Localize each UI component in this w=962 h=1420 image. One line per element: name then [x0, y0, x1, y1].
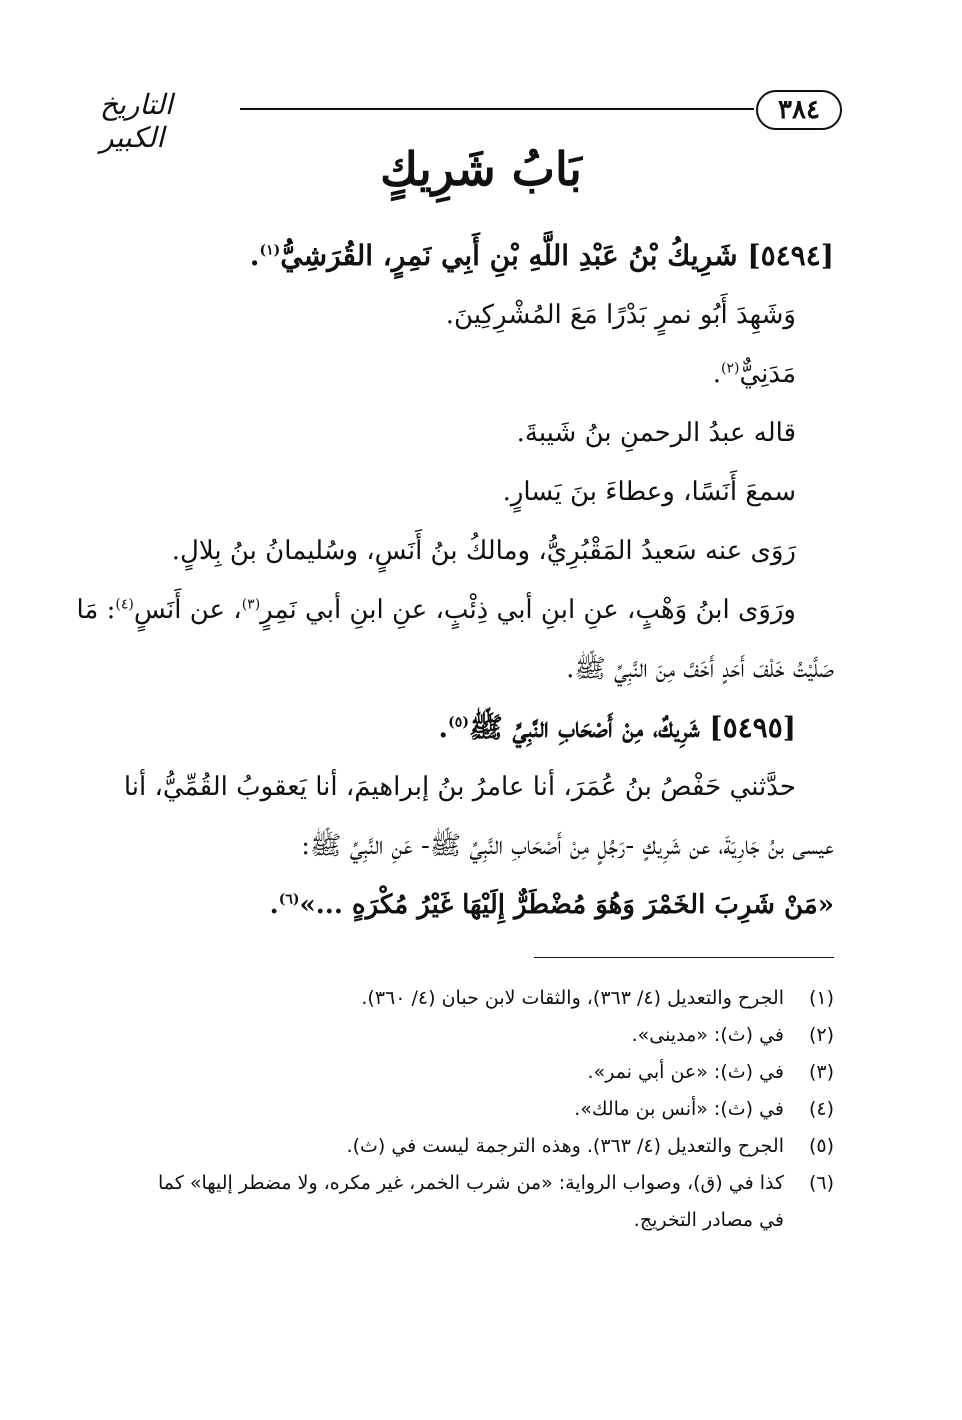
running-header [100, 88, 842, 154]
footnote-text: في (ث): «أنس بن مالك». [574, 1098, 784, 1120]
footnote-text: الجرح والتعديل (٤/ ٣٦٣)، والثقات لابن حبان (٤/ ٣٦٠). [361, 987, 784, 1009]
footnote-number: (٥) [808, 1135, 834, 1157]
text-line: سمعَ أَنَسًا، وعطاءَ بنَ يَسارٍ. [502, 477, 796, 507]
footnote-number: (١) [808, 987, 834, 1009]
footnote [128, 1128, 834, 1165]
footnote [128, 980, 834, 1017]
hadith-text: «مَنْ شَرِبَ الخَمْرَ وَهُوَ مُضْطَرٌّ إِلَيْهَا غَيْرُ مُكْرَهٍ ...»$^{(٦)}$. [269, 890, 834, 920]
footnote-text: في (ث): «عن أبي نمر». [587, 1061, 784, 1083]
footnote-number: (٦) [808, 1172, 834, 1194]
text-line: حدَّثني حَفْصُ بنُ عُمَرَ، أنا عامرُ بنُ إبراهيمَ، أنا يَعقوبُ القُمِّيُّ، أنا [123, 772, 796, 802]
book-title: التاريخ الكبير [100, 88, 173, 154]
text-line: مَدَنِيٌّ$^{(٢)}$. [712, 359, 796, 389]
main-text [76, 228, 834, 936]
footnote-separator [534, 957, 834, 958]
footnote-number: (٢) [808, 1024, 834, 1046]
chapter-title: بَابُ شَرِيكٍ [380, 142, 582, 196]
footnote [128, 1165, 834, 1239]
entry-heading: [٥٤٩٥] شَرِيكٌ، مِنْ أَصْحَابِ النَّبِيِّ ﷺ$^{(٥)}$. [438, 711, 796, 744]
header-rule [240, 108, 754, 110]
footnote-ref: (٦) [278, 891, 300, 908]
footnote-ref: (١) [259, 242, 281, 259]
text-line: وَشَهِدَ أَبُو نمرٍ بَدْرًا مَعَ المُشْرِكِينَ. [445, 300, 796, 330]
footnote [128, 1054, 834, 1091]
text-line: قاله عبدُ الرحمنِ بنُ شَيبةَ. [516, 418, 796, 448]
footnote-ref: (٣) [241, 596, 261, 613]
footnote [128, 1091, 834, 1128]
footnote-ref: (٢) [721, 360, 740, 377]
footnote-text: الجرح والتعديل (٤/ ٣٦٣). وهذه الترجمة ليست في (ث). [346, 1135, 784, 1157]
text-line: ورَوَى ابنُ وَهْبٍ، عنِ ابنِ أبي ذِئْبٍ، عنِ ابنِ أبي نَمِرٍ$^{(٣)}$، عن أَنَسٍ$^{(٤)}$: مَا [76, 595, 796, 625]
text-line: صَلَّيْتُ خَلْفَ أَحَدٍ أَخَفَّ مِنَ النَّبِيِّ ﷺ. [566, 654, 834, 684]
text-line: رَوَى عنه سَعيدُ المَقْبُرِيُّ، ومالكُ بنُ أَنَسٍ، وسُليمانُ بنُ بِلالٍ. [171, 536, 796, 566]
footnote-ref: (٥) [448, 714, 469, 731]
footnote-text: كذا في (ق)، وصواب الرواية: «من شرب الخمر، غير مكره، ولا مضطر إليها» كما في مصادر التخريج. [157, 1172, 784, 1231]
footnote-number: (٤) [808, 1098, 834, 1120]
footnotes [128, 980, 834, 1239]
text-line: عيسى بنُ جَارِيَةَ، عن شَرِيكٍ -رَجُلٍ مِنْ أَصْحَابِ النَّبِيِّ ﷺ- عَنِ النَّبِيِّ ﷺ: [301, 831, 834, 861]
footnote [128, 1017, 834, 1054]
page-number: ٣٨٤ [756, 90, 842, 130]
footnote-number: (٣) [808, 1061, 834, 1083]
footnote-text: في (ث): «مدينى». [631, 1024, 784, 1046]
footnote-ref: (٤) [115, 596, 134, 613]
entry-heading: [٥٤٩٤] شَرِيكُ بْنُ عَبْدِ اللَّهِ بْنِ أَبِي نَمِرٍ، القُرَشِيُّ$^{(١)}$. [249, 239, 834, 272]
